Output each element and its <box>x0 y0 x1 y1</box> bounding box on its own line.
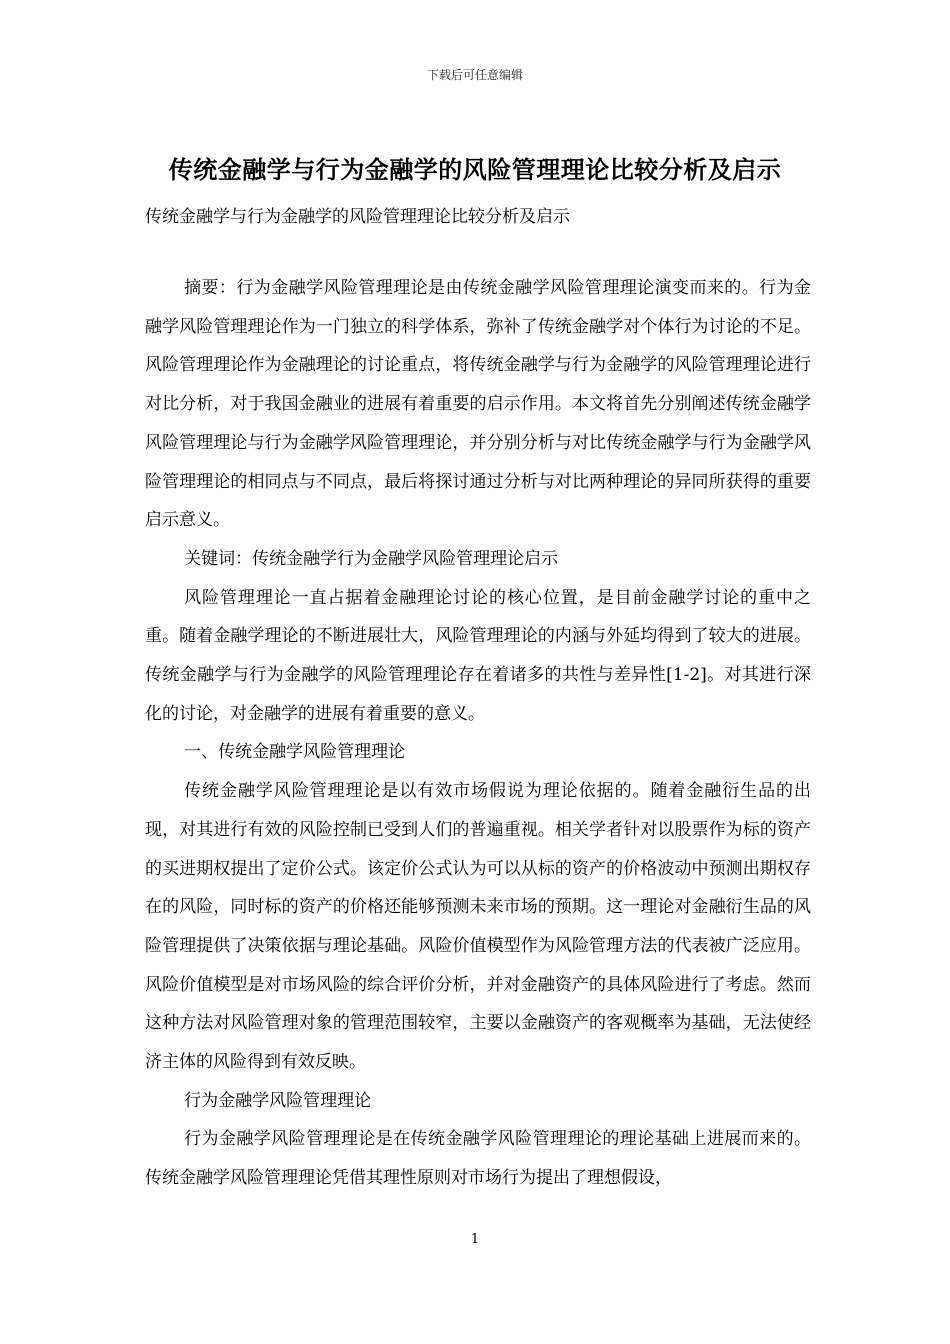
behavioral-theory-paragraph: 行为金融学风险管理理论是在传统金融学风险管理理论的理论基础上进展而来的。传统金融学风险管理理论凭借其理性原则对市场行为提出了理想假设， <box>145 1129 811 1189</box>
keywords-paragraph: 关键词：传统金融学行为金融学风险管理理论启示 <box>184 548 559 569</box>
abstract-paragraph: 摘要：行为金融学风险管理理论是由传统金融学风险管理理论演变而来的。行为金融学风险管理理论作为一门独立的科学体系，弥补了传统金融学对个体行为讨论的不足。风险管理理论作为金融理论的讨论重点，将传统金融学与行为金融学的风险管理理论进行对比分析，对于我国金融业的进展有着重要的启示作用。本文将首先分别阐述传统金融学风险管理理论与行为金融学风险管理理论，并分别分析与对比传统金融学与行为金融学风险管理理论的相同点与不同点，最后将探讨通过分析与对比两种理论的异同所获得的重要启示意义。 <box>145 278 811 531</box>
document-body <box>145 269 811 1198</box>
document-title: 传统金融学与行为金融学的风险管理理论比较分析及启示 <box>168 155 782 184</box>
header-note: 下载后可任意编辑 <box>426 68 523 82</box>
intro-paragraph: 风险管理理论一直占据着金融理论讨论的核心位置，是目前金融学讨论的重中之重。随着金融学理论的不断进展壮大，风险管理理论的内涵与外延均得到了较大的进展。传统金融学与行为金融学的风险管理理论存在着诸多的共性与差异性[1-2]。对其进行深化的讨论，对金融学的进展有着重要的意义。 <box>145 587 811 724</box>
section-heading-behavioral: 行为金融学风险管理理论 <box>184 1090 372 1111</box>
page-number: 1 <box>470 1232 480 1247</box>
section-heading-traditional: 一、传统金融学风险管理理论 <box>184 742 406 763</box>
document-subtitle: 传统金融学与行为金融学的风险管理理论比较分析及启示 <box>145 207 570 227</box>
traditional-theory-paragraph: 传统金融学风险管理理论是以有效市场假说为理论依据的。随着金融衍生品的出现，对其进行有效的风险控制已受到人们的普遍重视。相关学者针对以股票作为标的资产的买进期权提出了定价公式。该定价公式认为可以从标的资产的价格波动中预测出期权存在的风险，同时标的资产的价格还能够预测未来市场的预期。这一理论对金融衍生品的风险管理提供了决策依据与理论基础。风险价值模型作为风险管理方法的代表被广泛应用。风险价值模型是对市场风险的综合评价分析，并对金融资产的具体风险进行了考虑。然而这种方法对风险管理对象的管理范围较窄，主要以金融资产的客观概率为基础，无法使经济主体的风险得到有效反映。 <box>145 781 811 1073</box>
